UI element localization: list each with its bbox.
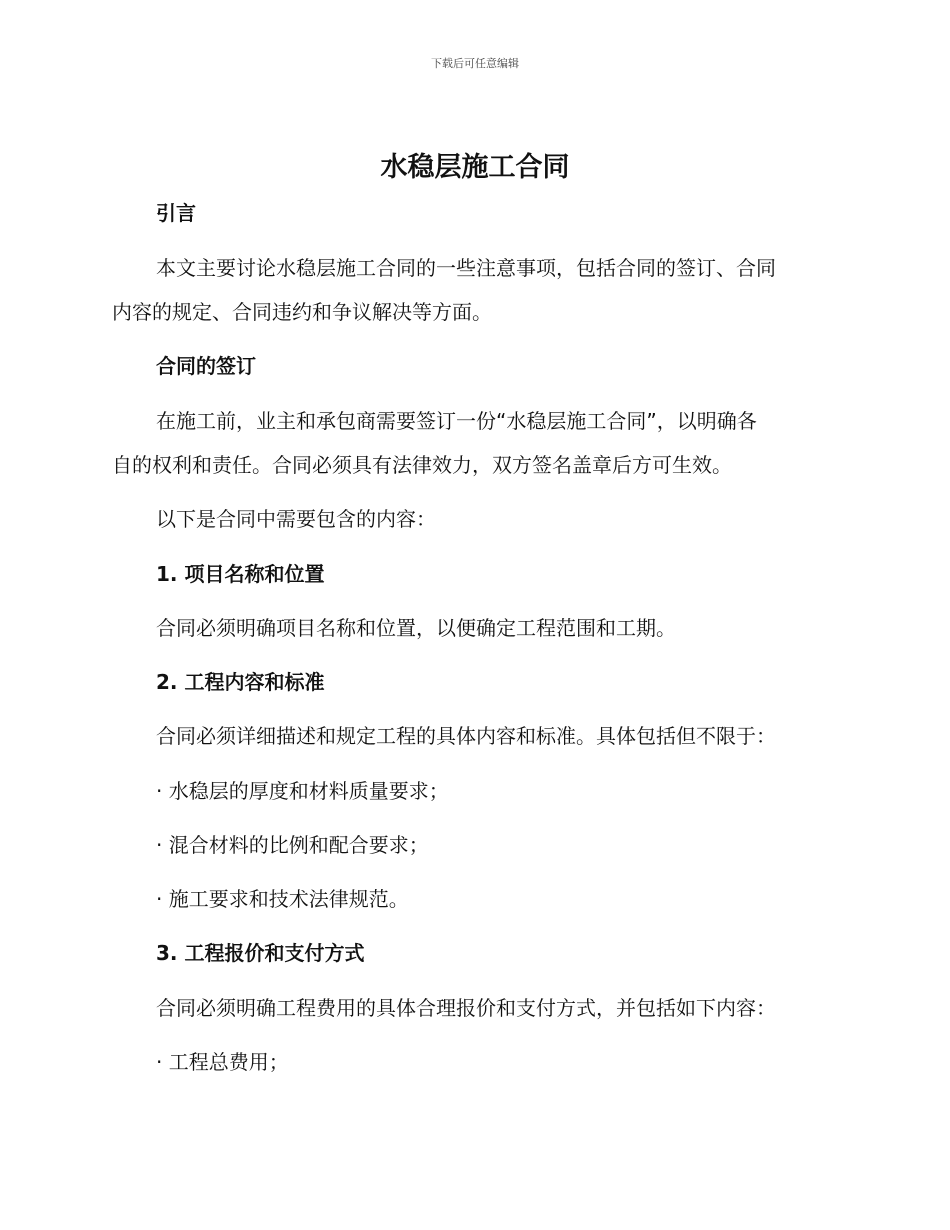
bullet-item: · 混合材料的比例和配合要求； [156, 833, 429, 857]
paragraph-line: 本文主要讨论水稳层施工合同的一些注意事项，包括合同的签订、合同 [156, 256, 776, 280]
bullet-item: · 工程总费用； [156, 1050, 289, 1074]
paragraph-line: 合同必须明确项目名称和位置，以便确定工程范围和工期。 [156, 616, 676, 640]
paragraph-line: 自的权利和责任。合同必须具有法律效力，双方签名盖章后方可生效。 [112, 453, 732, 477]
section-heading-signing: 合同的签订 [156, 354, 256, 378]
item-heading: 2. 工程内容和标准 [156, 670, 325, 694]
paragraph-line: 以下是合同中需要包含的内容： [156, 507, 436, 531]
header-note: 下载后可任意编辑 [431, 57, 519, 70]
paragraph-line: 合同必须明确工程费用的具体合理报价和支付方式，并包括如下内容： [156, 996, 776, 1020]
bullet-item: · 水稳层的厚度和材料质量要求； [156, 779, 449, 803]
paragraph-line: 合同必须详细描述和规定工程的具体内容和标准。具体包括但不限于： [156, 724, 776, 748]
item-heading: 1. 项目名称和位置 [156, 562, 325, 586]
paragraph-line: 在施工前，业主和承包商需要签订一份“水稳层施工合同”，以明确各 [156, 409, 757, 433]
paragraph-line: 内容的规定、合同违约和争议解决等方面。 [112, 300, 492, 324]
bullet-item: · 施工要求和技术法律规范。 [156, 887, 409, 911]
item-heading: 3. 工程报价和支付方式 [156, 941, 365, 965]
section-heading-intro: 引言 [156, 201, 196, 225]
document-title: 水稳层施工合同 [380, 152, 570, 183]
